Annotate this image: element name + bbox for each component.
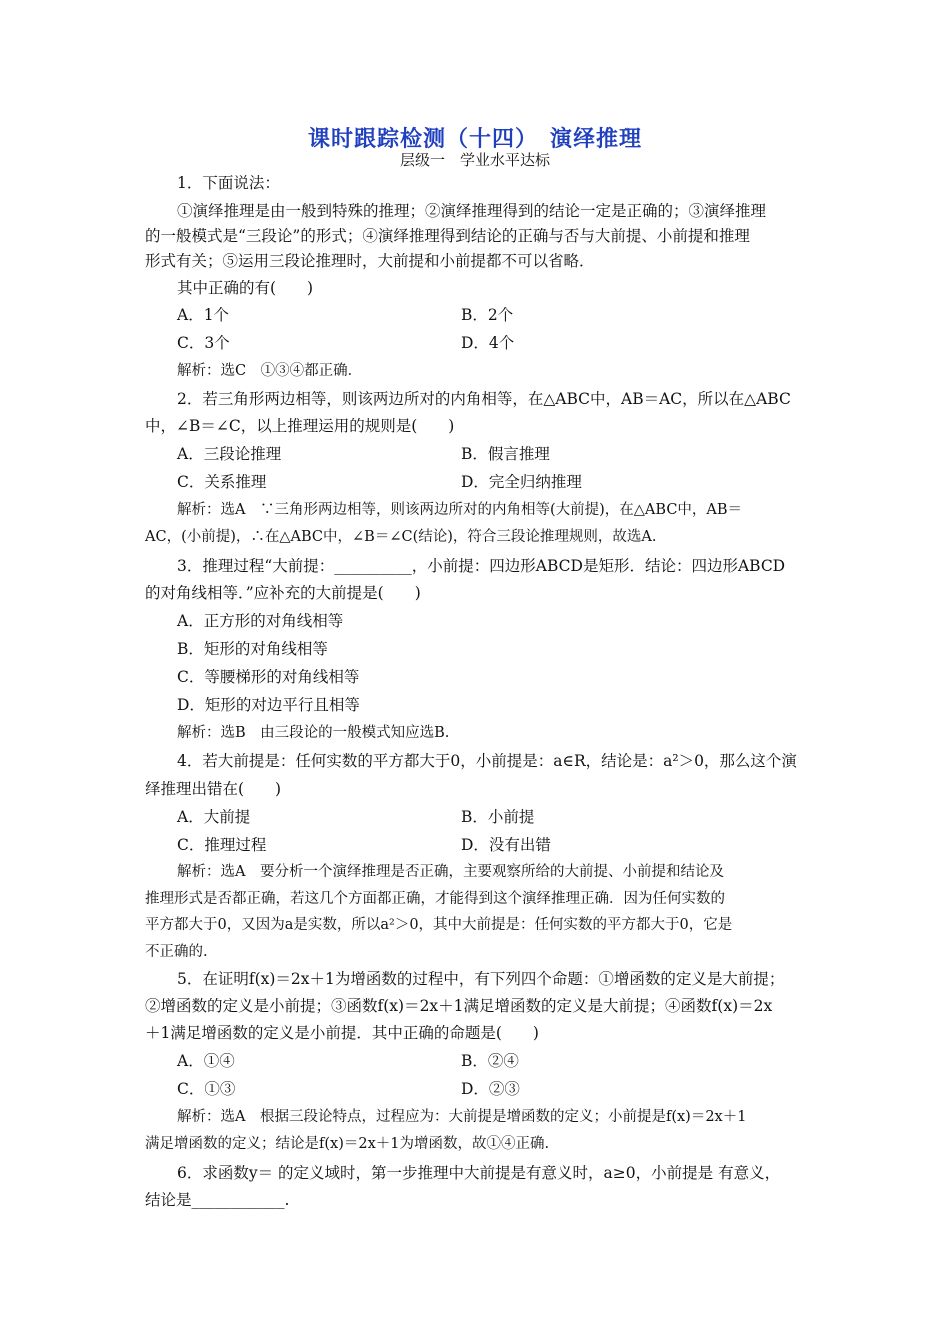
question-2-analysis-1: 解析：选A ∵三角形两边相等，则该两边所对的内角相等(大前提)，在△ABC中，AB＝ xyxy=(177,502,743,518)
question-2-line-1: 2．若三角形两边相等，则该两边所对的内角相等，在△ABC中，AB＝AC，所以在△ABC xyxy=(177,390,791,408)
question-3-option-b: B．矩形的对角线相等 xyxy=(177,640,328,658)
question-1-line-1: 1．下面说法： xyxy=(177,174,280,192)
question-4-analysis-3: 平方都大于0，又因为a是实数，所以a²＞0，其中大前提是：任何实数的平方都大于0，它是 xyxy=(145,917,733,933)
question-2-option-c: C．关系推理 xyxy=(177,473,267,491)
question-1-analysis-1: 解析：选C ①③④都正确． xyxy=(177,363,363,379)
question-4-option-b: B．小前提 xyxy=(461,808,535,826)
question-1-option-a: A．1个 xyxy=(177,306,230,324)
question-4-option-c: C．推理过程 xyxy=(177,836,267,854)
question-4-option-a: A．大前提 xyxy=(177,808,251,826)
question-5-option-c: C．①③ xyxy=(177,1080,236,1098)
question-4-option-d: D．没有出错 xyxy=(461,836,551,854)
question-5-option-a: A．①④ xyxy=(177,1052,235,1070)
question-1-line-2: ①演绎推理是由一般到特殊的推理；②演绎推理得到的结论一定是正确的；③演绎推理 xyxy=(177,202,767,220)
page-title: 课时跟踪检测（十四） 演绎推理 xyxy=(307,126,642,152)
question-2-option-d: D．完全归纳推理 xyxy=(461,473,582,491)
question-4-line-1: 4．若大前提是：任何实数的平方都大于0，小前提是：a∈R，结论是：a²＞0，那么这个演 xyxy=(177,752,797,770)
question-2-analysis-2: AC，(小前提)，∴在△ABC中，∠B＝∠C(结论)，符合三段论推理规则，故选A. xyxy=(145,529,657,545)
question-1-line-3: 的一般模式是“三段论”的形式；④演绎推理得到结论的正确与否与大前提、小前提和推理 xyxy=(145,227,750,245)
question-2-option-a: A．三段论推理 xyxy=(177,445,282,463)
question-4-analysis-4: 不正确的. xyxy=(145,944,208,960)
question-5-analysis-2: 满足增函数的定义；结论是f(x)＝2x＋1为增函数，故①④正确. xyxy=(145,1136,550,1152)
question-6-line-2: 结论是____________. xyxy=(145,1191,290,1209)
question-4-analysis-1: 解析：选A 要分析一个演绎推理是否正确，主要观察所给的大前提、小前提和结论及 xyxy=(177,864,724,880)
question-5-line-3: ＋1满足增函数的定义是小前提．其中正确的命题是( ) xyxy=(145,1024,539,1042)
question-5-line-1: 5．在证明f(x)＝2x＋1为增函数的过程中，有下列四个命题：①增函数的定义是大前提； xyxy=(177,970,785,988)
question-6-line-1: 6．求函数y＝ 的定义域时，第一步推理中大前提是有意义时，a≥0，小前提是 有意义， xyxy=(177,1164,781,1182)
question-4-line-2: 绎推理出错在( ) xyxy=(145,780,282,798)
question-1-option-d: D．4个 xyxy=(461,334,515,352)
question-5-line-2: ②增函数的定义是小前提；③函数f(x)＝2x＋1满足增函数的定义是大前提；④函数f(x)＝2x xyxy=(145,997,773,1015)
page-subtitle: 层级一 学业水平达标 xyxy=(399,151,550,169)
question-3-line-2: 的对角线相等．”应补充的大前提是( ) xyxy=(145,584,421,602)
question-3-option-d: D．矩形的对边平行且相等 xyxy=(177,696,360,714)
question-3-line-1: 3．推理过程“大前提：__________，小前提：四边形ABCD是矩形．结论：四边形ABCD xyxy=(177,557,786,575)
question-2-line-2: 中，∠B＝∠C，以上推理运用的规则是( ) xyxy=(145,417,455,435)
question-5-option-b: B．②④ xyxy=(461,1052,519,1070)
question-3-option-c: C．等腰梯形的对角线相等 xyxy=(177,668,360,686)
question-1-option-c: C．3个 xyxy=(177,334,230,352)
question-1-line-4: 形式有关；⑤运用三段论推理时，大前提和小前提都不可以省略． xyxy=(145,252,595,270)
question-4-analysis-2: 推理形式是否都正确，若这几个方面都正确，才能得到这个演绎推理正确．因为任何实数的 xyxy=(145,891,725,907)
question-2-option-b: B．假言推理 xyxy=(461,445,550,463)
question-3-analysis-1: 解析：选B 由三段论的一般模式知应选B. xyxy=(177,725,450,741)
question-5-option-d: D．②③ xyxy=(461,1080,520,1098)
question-1-option-b: B．2个 xyxy=(461,306,514,324)
question-5-analysis-1: 解析：选A 根据三段论特点，过程应为：大前提是增函数的定义；小前提是f(x)＝2x＋1 xyxy=(177,1109,747,1125)
question-1-line-5: 其中正确的有( ) xyxy=(177,279,314,297)
question-3-option-a: A．正方形的对角线相等 xyxy=(177,612,344,630)
